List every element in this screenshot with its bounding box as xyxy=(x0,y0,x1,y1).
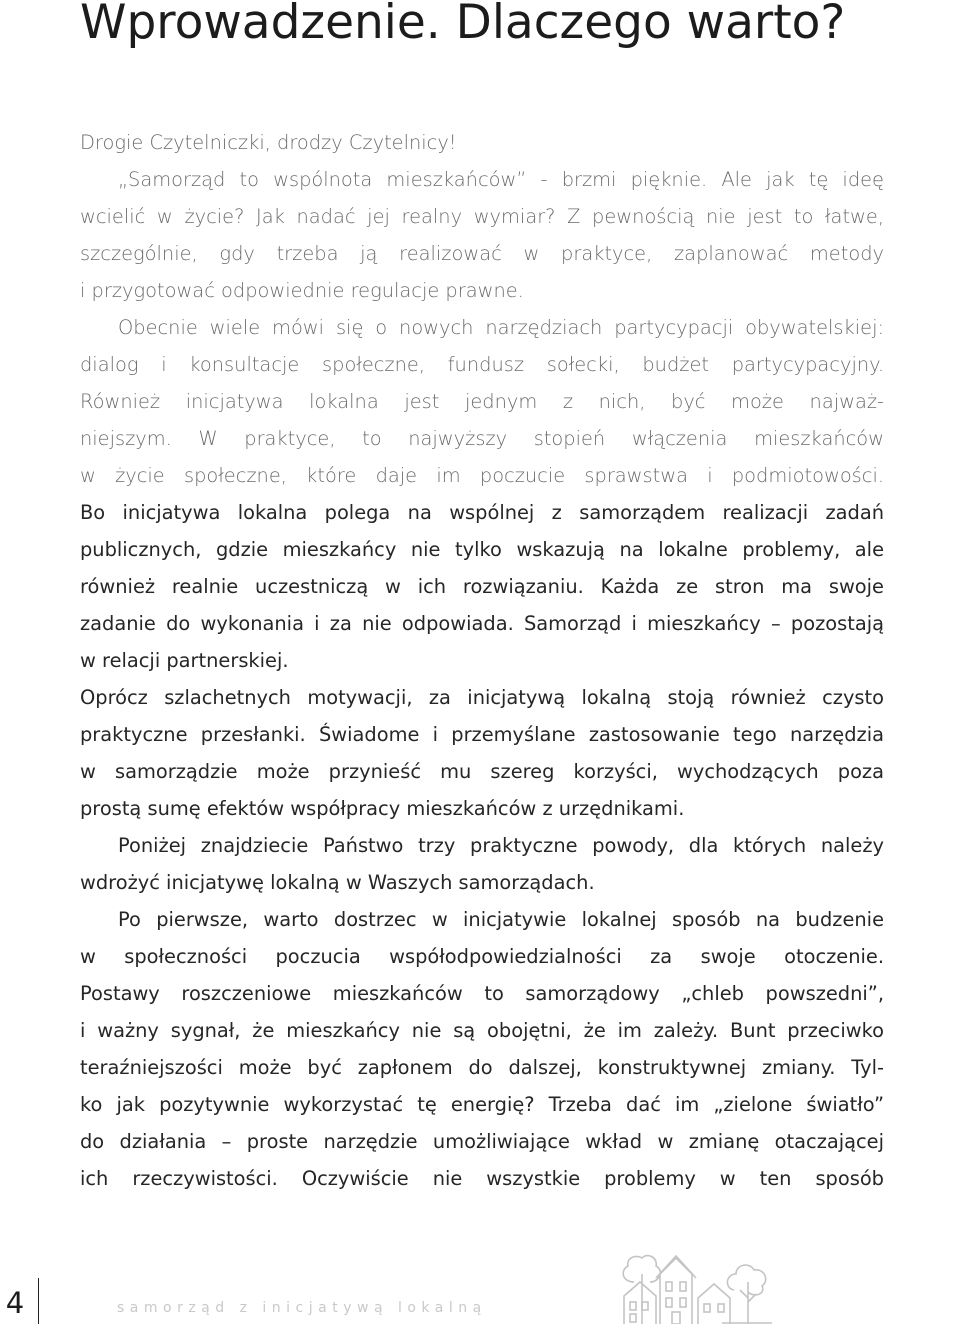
footer-series-title: samorząd z inicjatywą lokalną xyxy=(117,1300,487,1316)
body-line: wcielić w życie? Jak nadać jej realny wymiar? Z pewnością nie jest to łatwe, xyxy=(80,205,884,228)
body-line: Po pierwsze, warto dostrzec w inicjatywie lokalnej sposób na budzenie xyxy=(118,908,884,931)
body-line: i ważny sygnał, że mieszkańcy nie są obojętni, że im zależy. Bunt przeciwko xyxy=(80,1019,884,1042)
body-line: praktyczne przesłanki. Świadome i przemyślane zastosowanie tego narzędzia xyxy=(80,723,884,746)
body-line: i przygotować odpowiednie regulacje prawne. xyxy=(80,279,524,302)
body-line: niejszym. W praktyce, to najwyższy stopień włączenia mieszkańców xyxy=(80,427,884,450)
greeting-line: Drogie Czytelniczki, drodzy Czytelnicy! xyxy=(80,131,457,154)
body-line: dialog i konsultacje społeczne, fundusz sołecki, budżet partycypacyjny. xyxy=(80,353,884,376)
body-line: „Samorząd to wspólnota mieszkańców” - brzmi pięknie. Ale jak tę ideę xyxy=(118,168,884,191)
body-line: również realnie uczestniczą w ich rozwiązaniu. Każda ze stron ma swoje xyxy=(80,575,884,598)
body-line: teraźniejszości może być zapłonem do dalszej, konstruktywnej zmiany. Tyl- xyxy=(80,1056,884,1079)
body-line: Poniżej znajdziecie Państwo trzy praktyczne powody, dla których należy xyxy=(118,834,884,857)
houses-and-trees-icon xyxy=(612,1252,777,1324)
body-line: publicznych, gdzie mieszkańcy nie tylko wskazują na lokalne problemy, ale xyxy=(80,538,884,561)
body-line: zadanie do wykonania i za nie odpowiada. Samorząd i mieszkańcy – pozostają xyxy=(80,612,884,635)
body-line: ich rzeczywistości. Oczywiście nie wszystkie problemy w ten sposób xyxy=(80,1167,884,1190)
page-title: Wprowadzenie. Dlaczego warto? xyxy=(80,0,846,50)
body-line: Postawy roszczeniowe mieszkańców to samorządowy „chleb powszedni”, xyxy=(80,982,884,1005)
body-line: szczególnie, gdy trzeba ją realizować w praktyce, zaplanować metody xyxy=(80,242,884,265)
body-line: Również inicjatywa lokalna jest jednym z nich, być może najważ- xyxy=(80,390,884,413)
body-line: w społeczności poczucia współodpowiedzialności za swoje otoczenie. xyxy=(80,945,884,968)
body-line: w życie społeczne, które daje im poczucie sprawstwa i podmiotowości. xyxy=(80,464,884,487)
page-number-divider xyxy=(38,1278,39,1324)
body-line: Bo inicjatywa lokalna polega na wspólnej z samorządem realizacji zadań xyxy=(80,501,884,524)
body-line: ko jak pozytywnie wykorzystać tę energię? Trzeba dać im „zielone światło” xyxy=(80,1093,884,1116)
body-line: Obecnie wiele mówi się o nowych narzędziach partycypacji obywatelskiej: xyxy=(118,316,884,339)
body-line: prostą sumę efektów współpracy mieszkańców z urzędnikami. xyxy=(80,797,685,820)
body-line: Oprócz szlachetnych motywacji, za inicjatywą lokalną stoją również czysto xyxy=(80,686,884,709)
body-line: do działania – proste narzędzie umożliwiające wkład w zmianę otaczającej xyxy=(80,1130,884,1153)
body-line: w samorządzie może przynieść mu szereg korzyści, wychodzących poza xyxy=(80,760,884,783)
page-number: 4 xyxy=(5,1286,25,1320)
article-body xyxy=(80,124,884,1197)
body-line: w relacji partnerskiej. xyxy=(80,649,289,672)
body-line: wdrożyć inicjatywę lokalną w Waszych samorządach. xyxy=(80,871,595,894)
